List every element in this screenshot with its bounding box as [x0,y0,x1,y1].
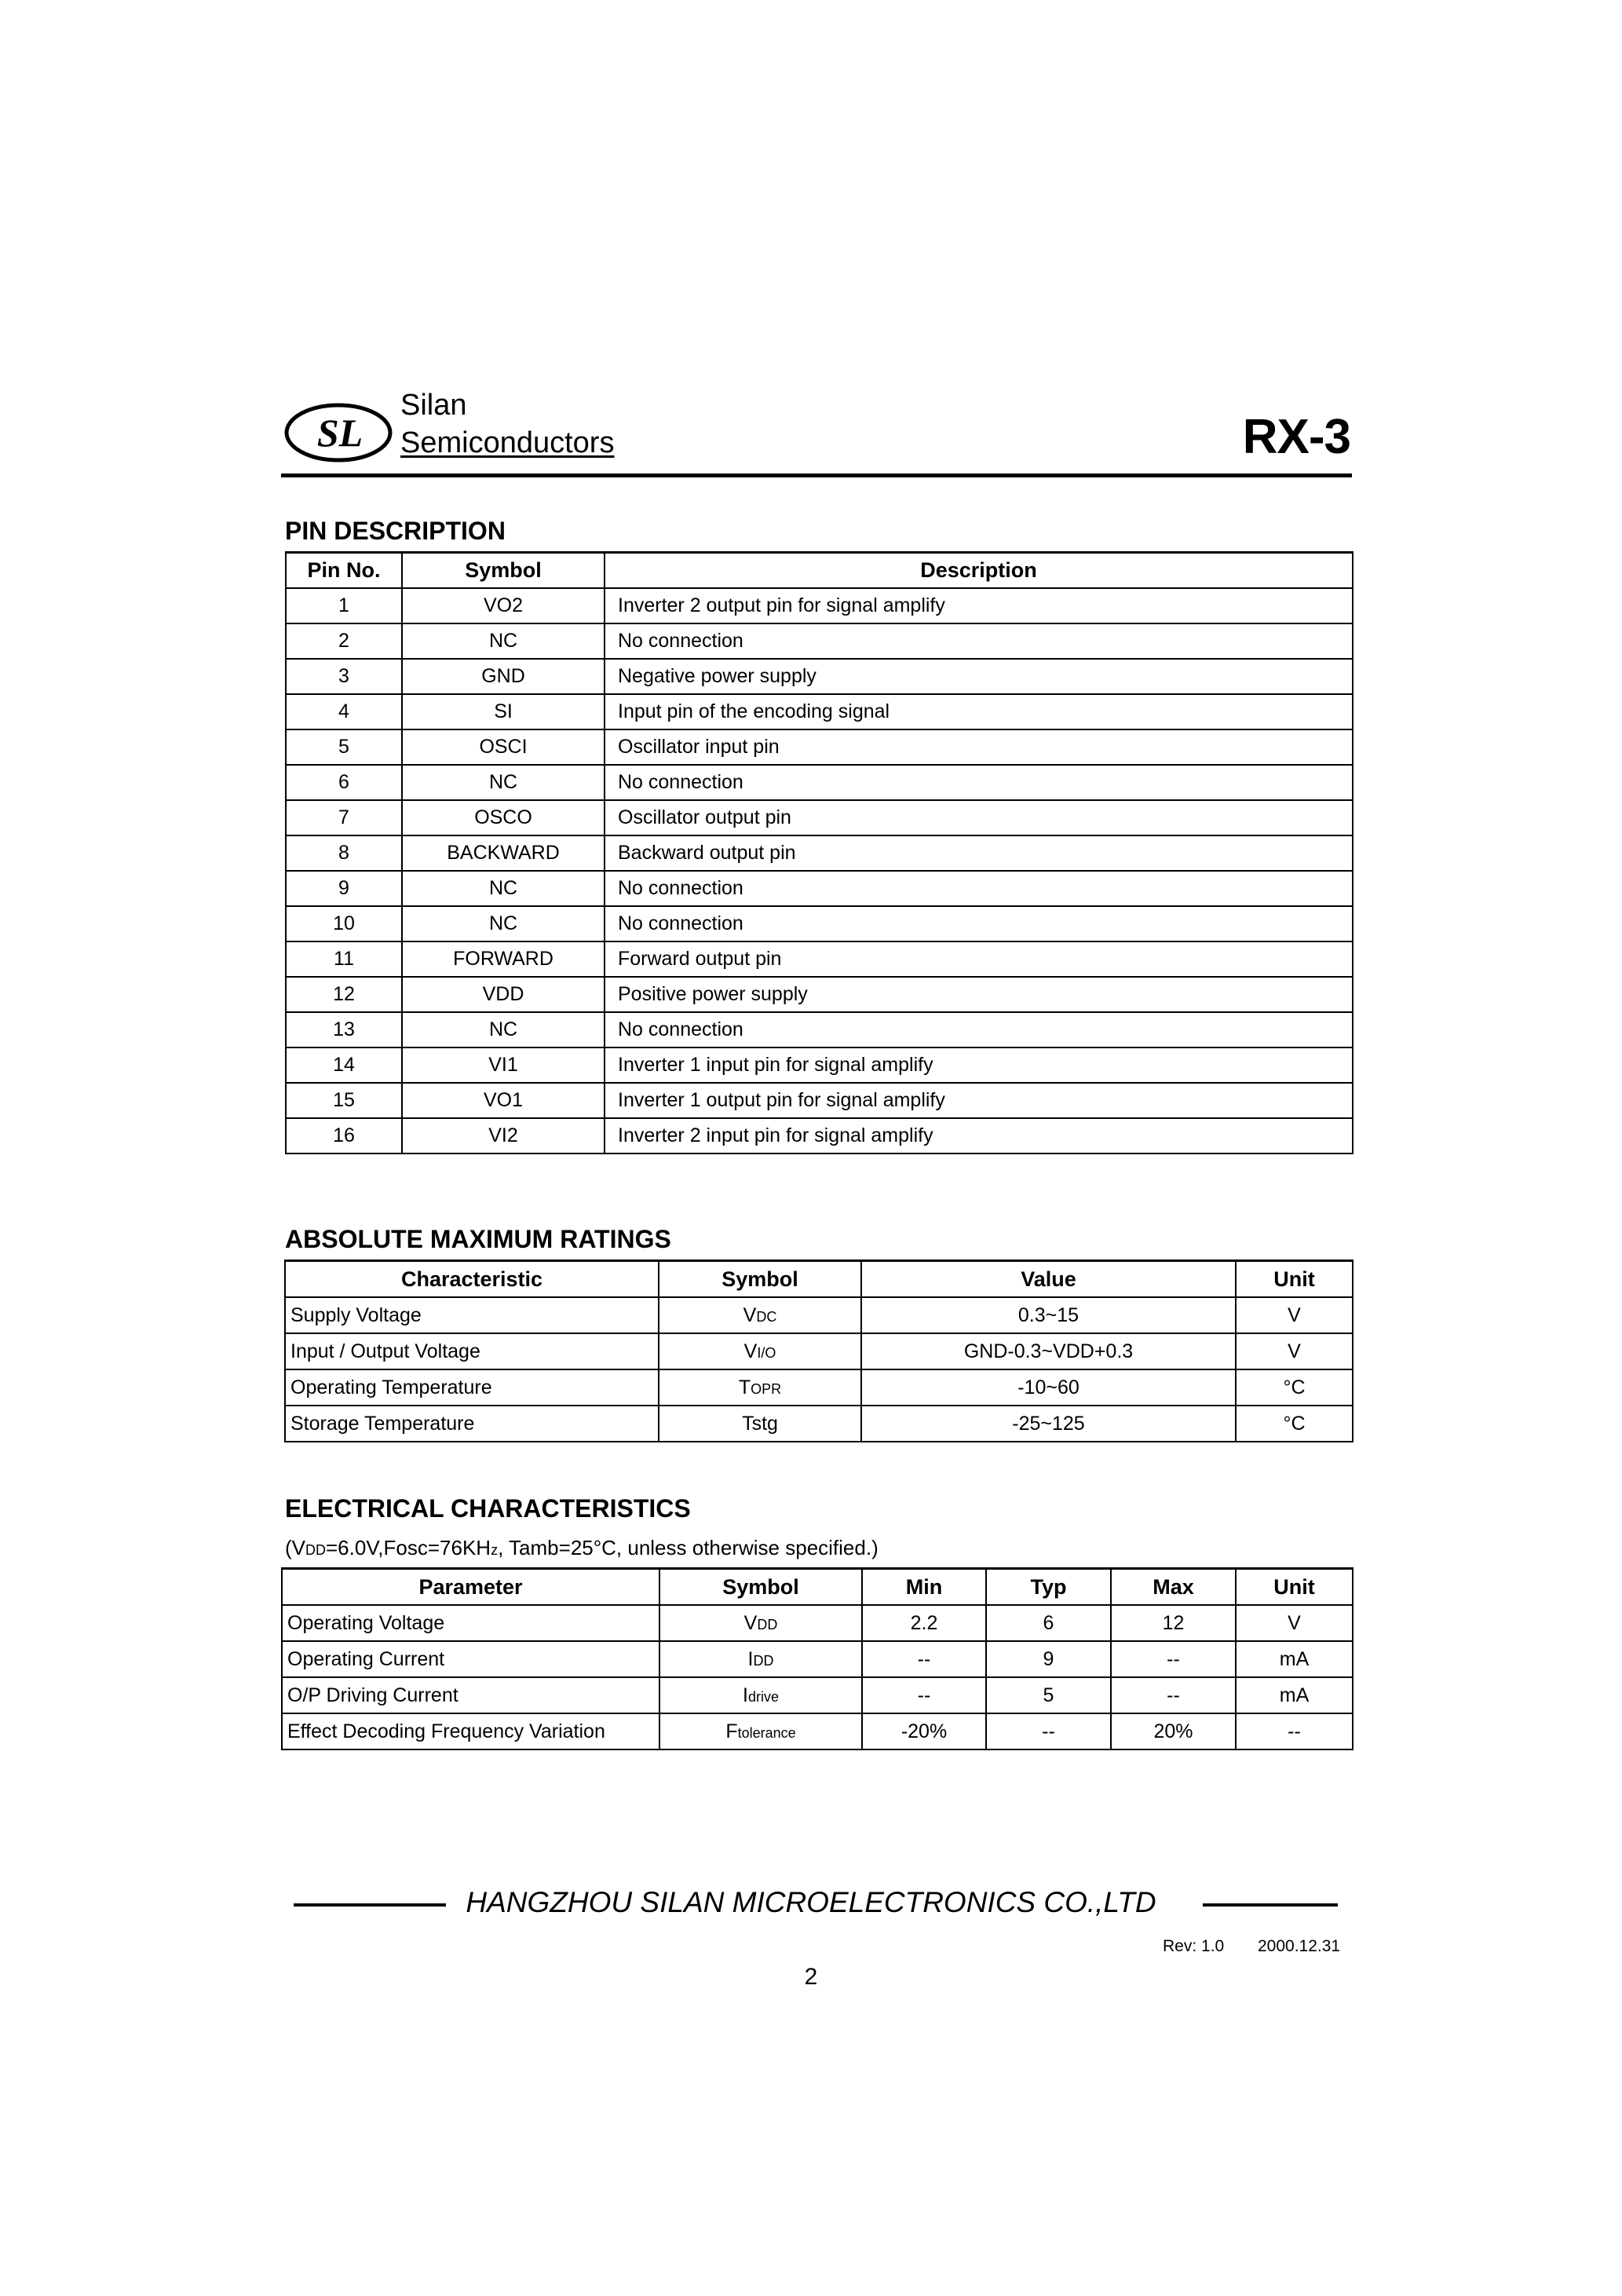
column-header: Description [605,553,1353,589]
table-row [282,1605,1353,1641]
page-header [283,386,1350,479]
table-row [286,659,1353,694]
pin-number: 6 [286,765,402,800]
pin-description: Inverter 2 input pin for signal amplify [605,1118,1353,1153]
value-cell: GND-0.3~VDD+0.3 [861,1333,1236,1369]
column-header: Symbol [402,553,605,589]
table-row [286,765,1353,800]
table-row [282,1713,1353,1749]
pin-description: Inverter 1 output pin for signal amplify [605,1083,1353,1118]
silan-logo [283,400,394,465]
unit-cell: °C [1236,1369,1353,1406]
symbol-main: V [743,1303,757,1326]
pin-number: 9 [286,871,402,906]
symbol-subscript: DD [753,1652,774,1669]
column-header: Characteristic [285,1261,659,1298]
brand-subtitle: Semiconductors [400,426,615,459]
pin-symbol: VO1 [402,1083,605,1118]
pin-symbol: OSCI [402,729,605,765]
conditions-rest: , Tamb=25°C, unless otherwise specified.) [498,1536,879,1559]
pin-symbol: VI1 [402,1047,605,1083]
pin-symbol: VI2 [402,1118,605,1153]
symbol-cell [659,1406,861,1442]
table-row [286,1012,1353,1047]
column-header: Symbol [659,1261,861,1298]
column-header: Pin No. [286,553,402,589]
electrical-title: ELECTRICAL CHARACTERISTICS [285,1494,691,1523]
header-divider [281,473,1352,477]
symbol-cell [659,1605,862,1641]
column-header: Parameter [282,1569,659,1606]
symbol-main: I [747,1647,754,1670]
pin-number: 7 [286,800,402,835]
column-header: Value [861,1261,1236,1298]
pin-description-table [285,551,1353,1154]
conditions-open: (V [285,1536,305,1559]
pin-description: Inverter 2 output pin for signal amplify [605,588,1353,623]
value-cell: -10~60 [861,1369,1236,1406]
pin-symbol: NC [402,623,605,659]
page-number: 2 [804,1964,818,1990]
min-cell: -20% [862,1713,986,1749]
table-row [286,1118,1353,1153]
parameter-cell: Operating Voltage [282,1605,659,1641]
table-row [286,800,1353,835]
pin-number: 10 [286,906,402,941]
pin-description: Input pin of the encoding signal [605,694,1353,729]
conditions-z: z [491,1542,499,1558]
pin-symbol: OSCO [402,800,605,835]
pin-description: Inverter 1 input pin for signal amplify [605,1047,1353,1083]
symbol-cell [659,1713,862,1749]
unit-cell: mA [1236,1641,1353,1677]
min-cell: -- [862,1677,986,1713]
pin-description: Positive power supply [605,977,1353,1012]
symbol-cell [659,1333,861,1369]
unit-cell: V [1236,1297,1353,1333]
table-header-row [282,1569,1353,1606]
pin-symbol: NC [402,906,605,941]
pin-description: Forward output pin [605,941,1353,977]
column-header: Min [862,1569,986,1606]
pin-description: Backward output pin [605,835,1353,871]
value-cell: -25~125 [861,1406,1236,1442]
pin-number: 2 [286,623,402,659]
pin-symbol: GND [402,659,605,694]
pin-symbol: NC [402,871,605,906]
revision-date: 2000.12.31 [1258,1937,1341,1955]
product-code: RX-3 [1242,410,1350,464]
table-row [286,977,1353,1012]
table-row [286,729,1353,765]
pin-symbol: FORWARD [402,941,605,977]
max-cell: 20% [1111,1713,1236,1749]
pin-number: 1 [286,588,402,623]
table-row [285,1297,1353,1333]
pin-symbol: VO2 [402,588,605,623]
pin-description: Negative power supply [605,659,1353,694]
table-row [282,1641,1353,1677]
table-row [286,941,1353,977]
symbol-main: V [743,1611,758,1634]
column-header: Unit [1236,1569,1353,1606]
pin-symbol: NC [402,765,605,800]
typ-cell: 5 [986,1677,1111,1713]
pin-description: No connection [605,623,1353,659]
footer-company: HANGZHOU SILAN MICROELECTRONICS CO.,LTD [466,1886,1156,1918]
pin-description: No connection [605,906,1353,941]
pin-symbol: SI [402,694,605,729]
symbol-cell [659,1677,862,1713]
pin-number: 4 [286,694,402,729]
symbol-cell [659,1297,861,1333]
symbol-subscript: DD [757,1616,778,1632]
table-row [285,1333,1353,1369]
pin-number: 15 [286,1083,402,1118]
typ-cell: 6 [986,1605,1111,1641]
table-row [282,1677,1353,1713]
pin-number: 13 [286,1012,402,1047]
table-row [286,835,1353,871]
table-row [286,871,1353,906]
symbol-main: Tstg [742,1412,778,1435]
pin-description: No connection [605,871,1353,906]
max-cell: -- [1111,1677,1236,1713]
pin-symbol: NC [402,1012,605,1047]
characteristic-cell: Operating Temperature [285,1369,659,1406]
unit-cell: °C [1236,1406,1353,1442]
test-conditions [285,1535,879,1563]
max-cell: 12 [1111,1605,1236,1641]
pin-symbol: BACKWARD [402,835,605,871]
parameter-cell: O/P Driving Current [282,1677,659,1713]
pin-number: 11 [286,941,402,977]
conditions-vdd-sub: DD [305,1542,326,1558]
pin-number: 16 [286,1118,402,1153]
symbol-cell [659,1369,861,1406]
symbol-subscript: I/O [757,1344,776,1361]
pin-number: 8 [286,835,402,871]
column-header: Max [1111,1569,1236,1606]
absolute-max-table [284,1260,1353,1442]
pin-number: 3 [286,659,402,694]
symbol-main: F [725,1720,738,1742]
symbol-subscript: drive [747,1688,779,1705]
table-row [286,694,1353,729]
pin-number: 5 [286,729,402,765]
unit-cell: V [1236,1605,1353,1641]
table-row [285,1369,1353,1406]
min-cell: -- [862,1641,986,1677]
pin-number: 14 [286,1047,402,1083]
symbol-subscript: tolerance [737,1724,796,1741]
table-row [286,588,1353,623]
symbol-main: I [743,1684,748,1706]
conditions-mid: =6.0V,Fosc=76KH [326,1536,491,1559]
table-header-row [285,1261,1353,1298]
unit-cell: V [1236,1333,1353,1369]
revision: Rev: 1.0 [1163,1937,1225,1955]
table-row [285,1406,1353,1442]
table-header-row [286,553,1353,589]
brand-name: Silan [400,389,467,422]
typ-cell: 9 [986,1641,1111,1677]
max-cell: -- [1111,1641,1236,1677]
column-header: Typ [986,1569,1111,1606]
absolute-max-title: ABSOLUTE MAXIMUM RATINGS [285,1225,671,1253]
symbol-cell [659,1641,862,1677]
characteristic-cell: Input / Output Voltage [285,1333,659,1369]
symbol-subscript: DC [756,1308,777,1325]
symbol-main: T [738,1376,751,1398]
symbol-main: V [743,1340,758,1362]
table-row [286,906,1353,941]
symbol-subscript: OPR [751,1380,782,1397]
column-header: Unit [1236,1261,1353,1298]
pin-number: 12 [286,977,402,1012]
characteristic-cell: Storage Temperature [285,1406,659,1442]
pin-description: Oscillator output pin [605,800,1353,835]
table-row [286,623,1353,659]
parameter-cell: Effect Decoding Frequency Variation [282,1713,659,1749]
parameter-cell: Operating Current [282,1641,659,1677]
table-row [286,1047,1353,1083]
pin-description: No connection [605,1012,1353,1047]
characteristic-cell: Supply Voltage [285,1297,659,1333]
logo-text: SL [316,411,363,455]
typ-cell: -- [986,1713,1111,1749]
unit-cell: mA [1236,1677,1353,1713]
pin-description: No connection [605,765,1353,800]
pin-description-title: PIN DESCRIPTION [285,517,506,545]
min-cell: 2.2 [862,1605,986,1641]
column-header: Symbol [659,1569,862,1606]
pin-symbol: VDD [402,977,605,1012]
unit-cell: -- [1236,1713,1353,1749]
table-row [286,1083,1353,1118]
pin-description: Oscillator input pin [605,729,1353,765]
electrical-table [281,1567,1353,1750]
value-cell: 0.3~15 [861,1297,1236,1333]
